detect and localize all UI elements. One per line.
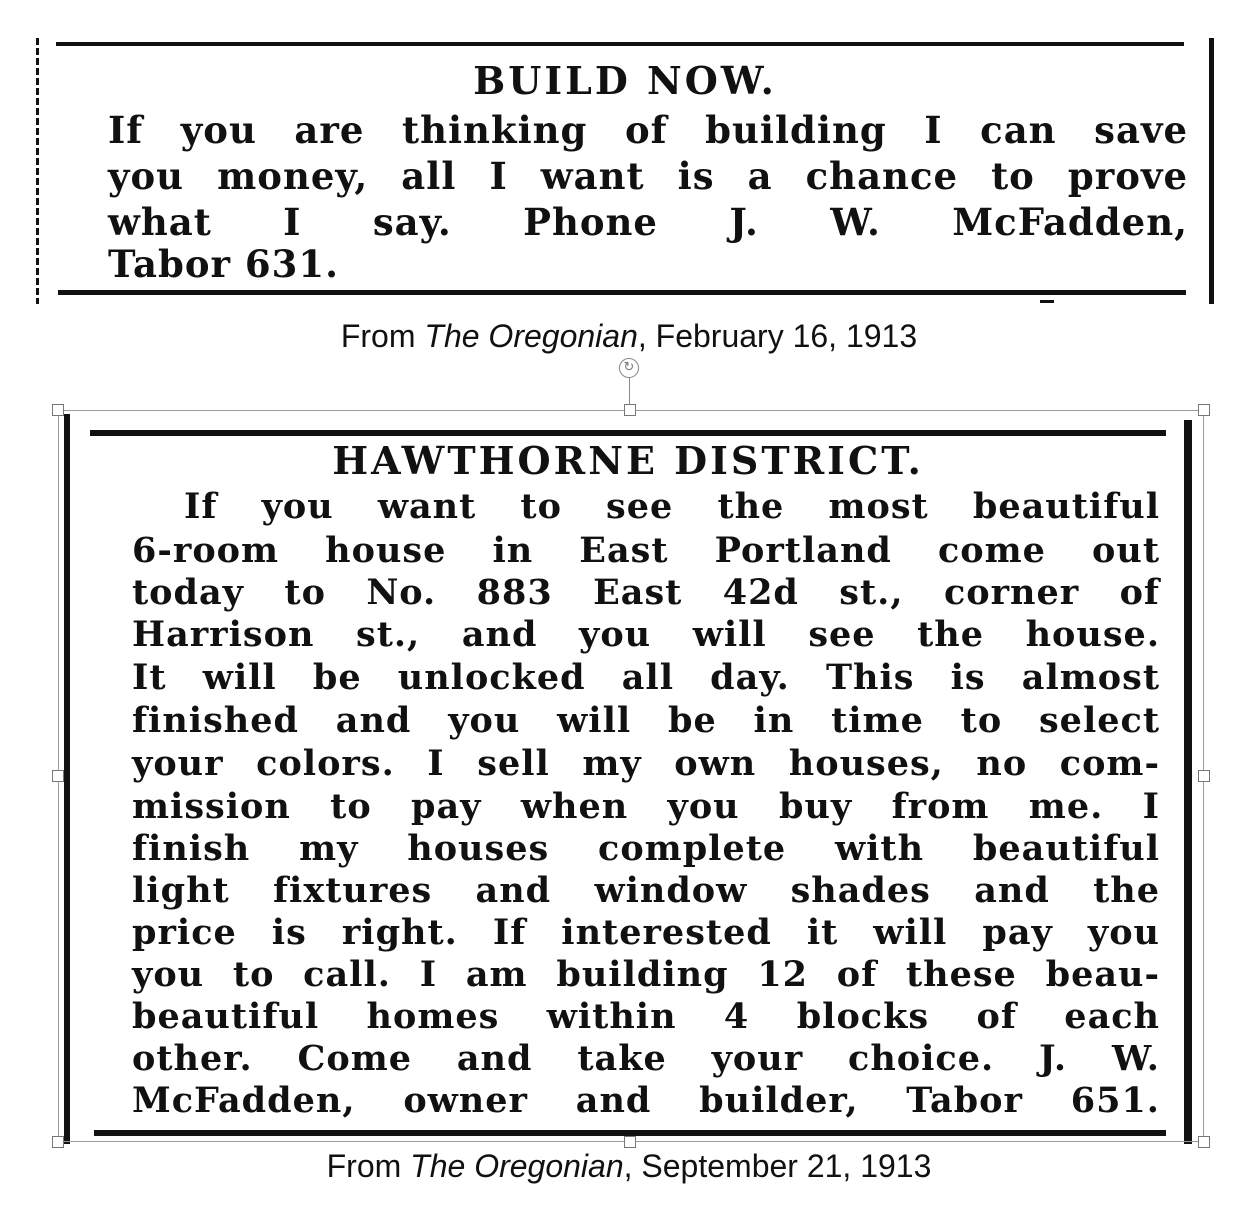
ad-text-line: mission to pay when you buy from me. I bbox=[132, 786, 1160, 827]
ad-text-line: price is right. If interested it will pay you bbox=[132, 912, 1160, 953]
clipping-rule-bottom bbox=[58, 290, 1186, 295]
caption-date: , February 16, 1913 bbox=[637, 318, 918, 354]
resize-handle-right[interactable] bbox=[1198, 770, 1210, 782]
selection-frame[interactable] bbox=[58, 410, 1204, 1142]
caption-newspaper: The Oregonian bbox=[424, 318, 638, 354]
clipping-build-now bbox=[36, 38, 1214, 304]
ad-text-line: Tabor 631. bbox=[108, 242, 340, 286]
rotate-icon[interactable]: ↻ bbox=[619, 358, 639, 378]
clipping-rule-top bbox=[56, 42, 1184, 46]
ad-text-line: If you are thinking of building I can save bbox=[108, 108, 1188, 152]
ad-text-line: finished and you will be in time to select bbox=[132, 700, 1160, 741]
ad-text-line: finish my houses complete with beautiful bbox=[132, 828, 1160, 869]
resize-handle-left[interactable] bbox=[52, 770, 64, 782]
ad-text-line: you to call. I am building 12 of these beau- bbox=[132, 954, 1160, 995]
ad-text-line: It will be unlocked all day. This is almost bbox=[132, 657, 1160, 698]
resize-handle-top-right[interactable] bbox=[1198, 404, 1210, 416]
caption-clipping-2 bbox=[0, 1148, 1258, 1185]
resize-handle-top-left[interactable] bbox=[52, 404, 64, 416]
ad-text-line: 6-room house in East Portland come out bbox=[132, 530, 1160, 571]
caption-prefix: From bbox=[340, 318, 425, 354]
ad-text-line: your colors. I sell my own houses, no com- bbox=[132, 743, 1160, 784]
ad-text-line: light fixtures and window shades and the bbox=[132, 870, 1160, 911]
ad-text-line: If you want to see the most beautiful bbox=[184, 486, 1160, 527]
ad-text-line: other. Come and take your choice. J. W. bbox=[132, 1038, 1160, 1079]
print-mark bbox=[1040, 300, 1054, 303]
resize-handle-bottom-left[interactable] bbox=[52, 1136, 64, 1148]
ad-text-line: you money, all I want is a chance to prove bbox=[108, 154, 1188, 198]
ad-text-line: what I say. Phone J. W. McFadden, bbox=[108, 200, 1188, 244]
caption-newspaper: The Oregonian bbox=[410, 1148, 624, 1184]
caption-date: , September 21, 1913 bbox=[623, 1148, 932, 1184]
caption-prefix: From bbox=[326, 1148, 411, 1184]
ad-headline: HAWTHORNE DISTRICT. bbox=[332, 438, 924, 483]
ad-text-line: beautiful homes within 4 blocks of each bbox=[132, 996, 1160, 1037]
resize-handle-bottom-right[interactable] bbox=[1198, 1136, 1210, 1148]
resize-handle-bottom[interactable] bbox=[624, 1136, 636, 1148]
ad-headline: BUILD NOW. bbox=[473, 58, 777, 103]
resize-handle-top[interactable] bbox=[624, 404, 636, 416]
ad-text-line: McFadden, owner and builder, Tabor 651. bbox=[132, 1080, 1160, 1121]
caption-clipping-1 bbox=[0, 318, 1258, 355]
ad-text-line: today to No. 883 East 42d st., corner of bbox=[132, 572, 1160, 613]
ad-text-line: Harrison st., and you will see the house. bbox=[132, 614, 1160, 655]
